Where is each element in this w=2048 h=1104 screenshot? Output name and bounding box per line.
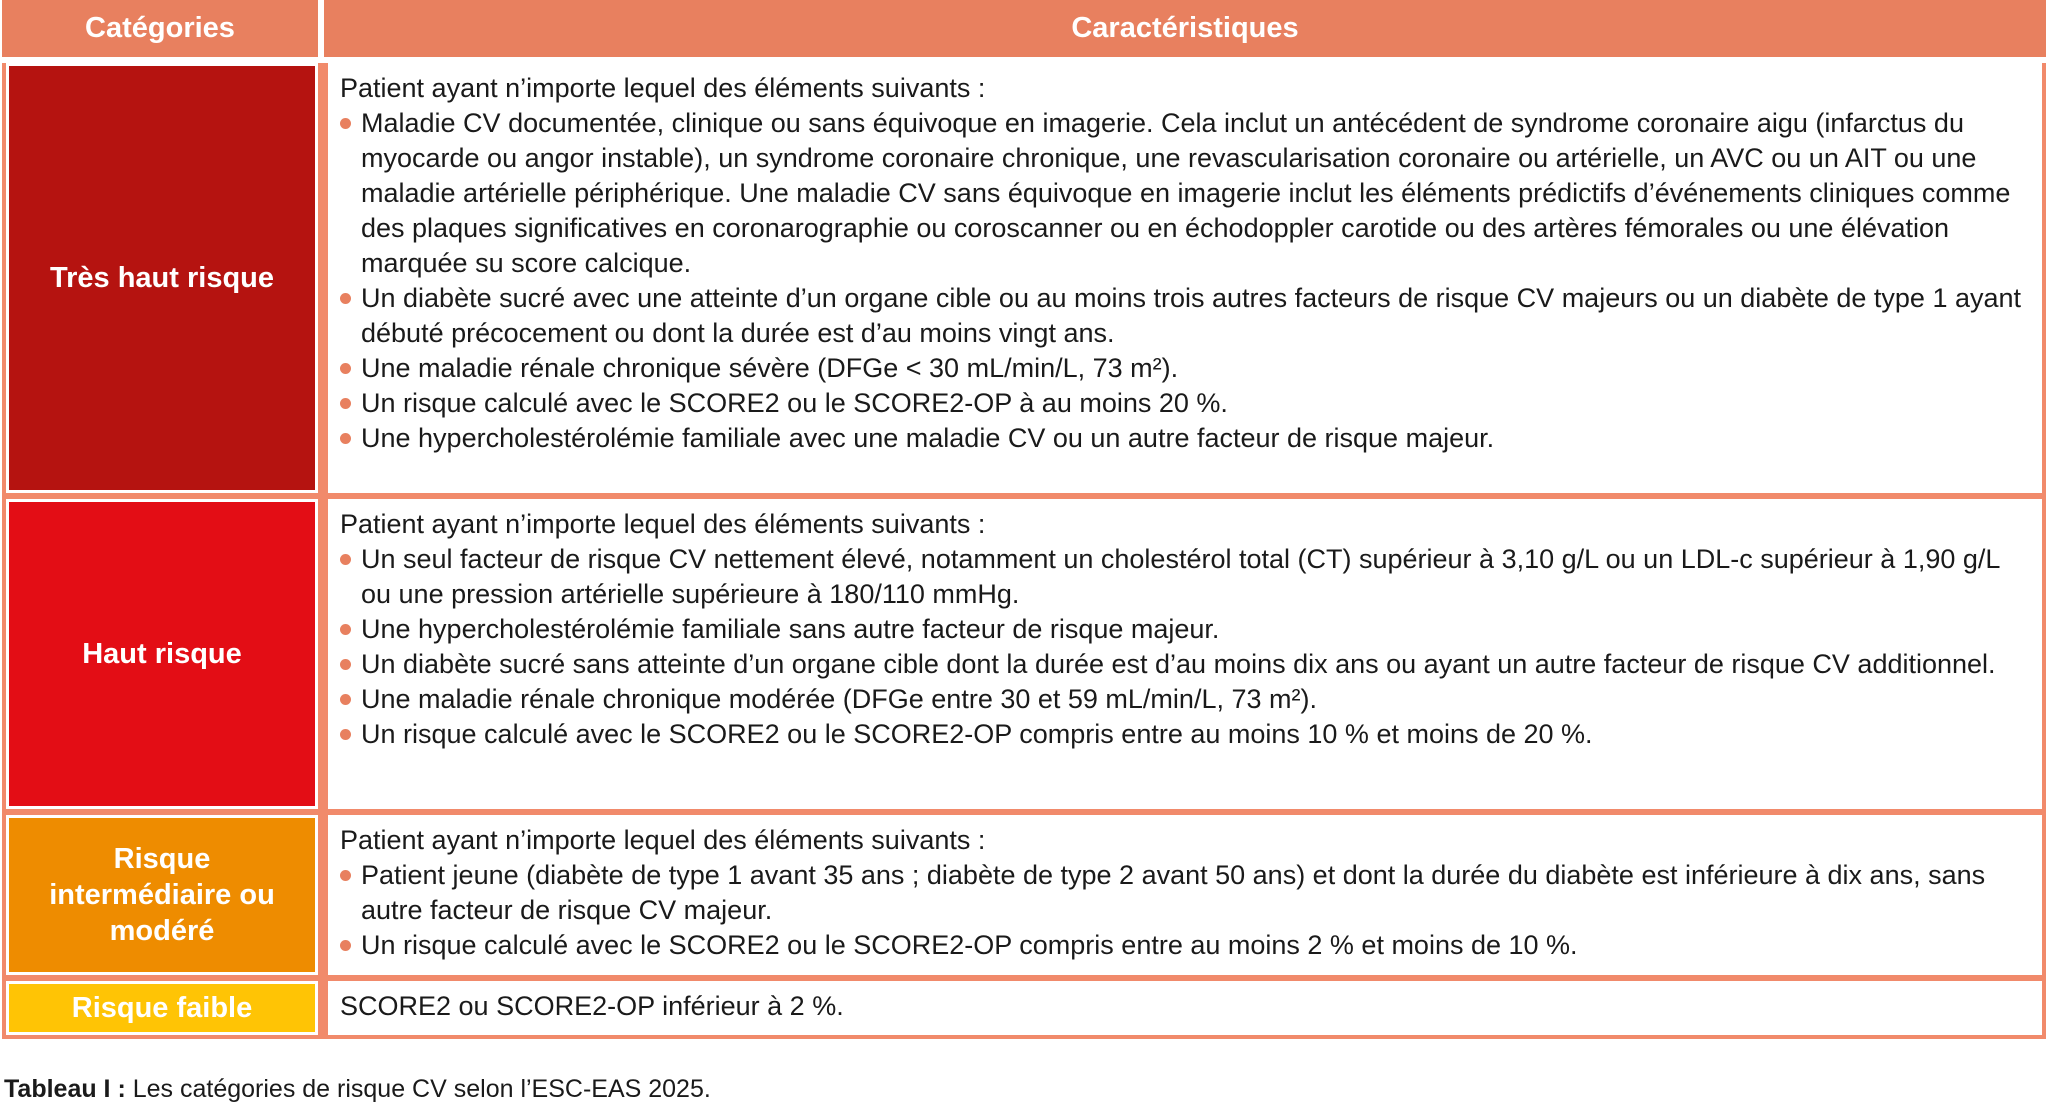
category-label: Risque faible (71, 991, 253, 1024)
row-intro: Patient ayant n’importe lequel des éléments suivants : (340, 825, 986, 855)
bullet-item (340, 928, 2026, 963)
bullet-text: Un risque calculé avec le SCORE2 ou le SCORE2-OP à au moins 20 %. (361, 388, 1228, 418)
bullet-dot-icon (340, 398, 351, 409)
bullet-list (340, 542, 2026, 752)
bullet-item (340, 612, 2026, 647)
characteristics-cell (328, 499, 2042, 809)
bullet-dot-icon (340, 940, 351, 951)
bullet-dot-icon (340, 433, 351, 444)
bullet-text: Une hypercholestérolémie familiale avec une maladie CV ou un autre facteur de risque majeur. (361, 423, 1495, 453)
category-cell (6, 63, 318, 493)
bullet-list (340, 106, 2026, 456)
category-label: Haut risque (82, 637, 242, 670)
bullet-item (340, 281, 2026, 351)
row-intro: SCORE2 ou SCORE2-OP inférieur à 2 %. (340, 991, 844, 1021)
bullet-text: Un seul facteur de risque CV nettement élevé, notamment un cholestérol total (CT) supérieur à 3,10 g/L ou un LDL-c supérieur à 1,90 g/L ou une pression artérielle supérieure à 180/110 mmHg. (361, 544, 2000, 609)
characteristics-cell (328, 815, 2042, 975)
category-cell (6, 499, 318, 809)
bullet-text: Patient jeune (diabète de type 1 avant 35 ans ; diabète de type 2 avant 50 ans) et dont la durée du diabète est inférieure à dix ans, sans autre facteur de risque CV majeur. (361, 860, 1986, 925)
row-intro: Patient ayant n’importe lequel des éléments suivants : (340, 73, 986, 103)
bullet-item (340, 717, 2026, 752)
bullet-item (340, 386, 2026, 421)
bullet-text: Une maladie rénale chronique sévère (DFGe < 30 mL/min/L, 73 m²). (361, 353, 1179, 383)
bullet-dot-icon (340, 694, 351, 705)
bullet-dot-icon (340, 624, 351, 635)
bullet-text: Un risque calculé avec le SCORE2 ou le SCORE2-OP compris entre au moins 2 % et moins de 10 %. (361, 930, 1578, 960)
bullet-dot-icon (340, 118, 351, 129)
bullet-item (340, 351, 2026, 386)
header-cell-characteristics: Caractéristiques (318, 0, 2046, 57)
bullet-dot-icon (340, 363, 351, 374)
table-caption (4, 1075, 2046, 1104)
bullet-item (340, 542, 2026, 612)
bullet-text: Une hypercholestérolémie familiale sans autre facteur de risque majeur. (361, 614, 1220, 644)
bullet-text: Un diabète sucré sans atteinte d’un organe cible dont la durée est d’au moins dix ans ou ayant un autre facteur de risque CV additionnel. (361, 649, 1996, 679)
risk-table-body (2, 63, 2046, 1039)
bullet-text: Une maladie rénale chronique modérée (DFGe entre 30 et 59 mL/min/L, 73 m²). (361, 684, 1317, 714)
category-cell (6, 981, 318, 1035)
bullet-dot-icon (340, 659, 351, 670)
caption-text: Les catégories de risque CV selon l’ESC-EAS 2025. (125, 1075, 711, 1103)
header-cell-categories: Catégories (85, 12, 235, 44)
bullet-item (340, 647, 2026, 682)
bullet-text: Un diabète sucré avec une atteinte d’un organe cible ou au moins trois autres facteurs de risque CV majeurs ou un diabète de type 1 ayant débuté précocement ou dont la durée est d’au moins vingt ans. (361, 283, 2022, 348)
bullet-item (340, 682, 2026, 717)
bullet-dot-icon (340, 293, 351, 304)
bullet-list (340, 858, 2026, 963)
bullet-item (340, 106, 2026, 281)
category-cell (6, 815, 318, 975)
bullet-dot-icon (340, 729, 351, 740)
bullet-item (340, 858, 2026, 928)
row-intro: Patient ayant n’importe lequel des éléments suivants : (340, 509, 986, 539)
bullet-text: Un risque calculé avec le SCORE2 ou le SCORE2-OP compris entre au moins 10 % et moins de 20 %. (361, 719, 1593, 749)
category-label: Très haut risque (49, 261, 274, 294)
bullet-text: Maladie CV documentée, clinique ou sans équivoque en imagerie. Cela inclut un antécédent de syndrome coronaire aigu (infarctus du myocarde ou angor instable), un syndrome coronaire chronique, une revascularisation coronaire ou artérielle, un AVC ou un AIT ou une maladie artérielle périphérique. Une maladie CV sans équivoque en imagerie inclut les éléments prédictifs d’événements cliniques comme des plaques significatives en coronarographie ou coroscanner ou en échodoppler carotide ou des artères fémorales ou une élévation marquée su score calcique. (361, 108, 2011, 278)
characteristics-cell (328, 981, 2042, 1035)
bullet-dot-icon (340, 870, 351, 881)
table-header (2, 0, 2046, 57)
category-label: Risque intermédiaire ou modéré (49, 842, 275, 948)
characteristics-cell (328, 63, 2042, 493)
caption-label: Tableau I : (4, 1075, 126, 1103)
bullet-item (340, 421, 2026, 456)
bullet-dot-icon (340, 554, 351, 565)
